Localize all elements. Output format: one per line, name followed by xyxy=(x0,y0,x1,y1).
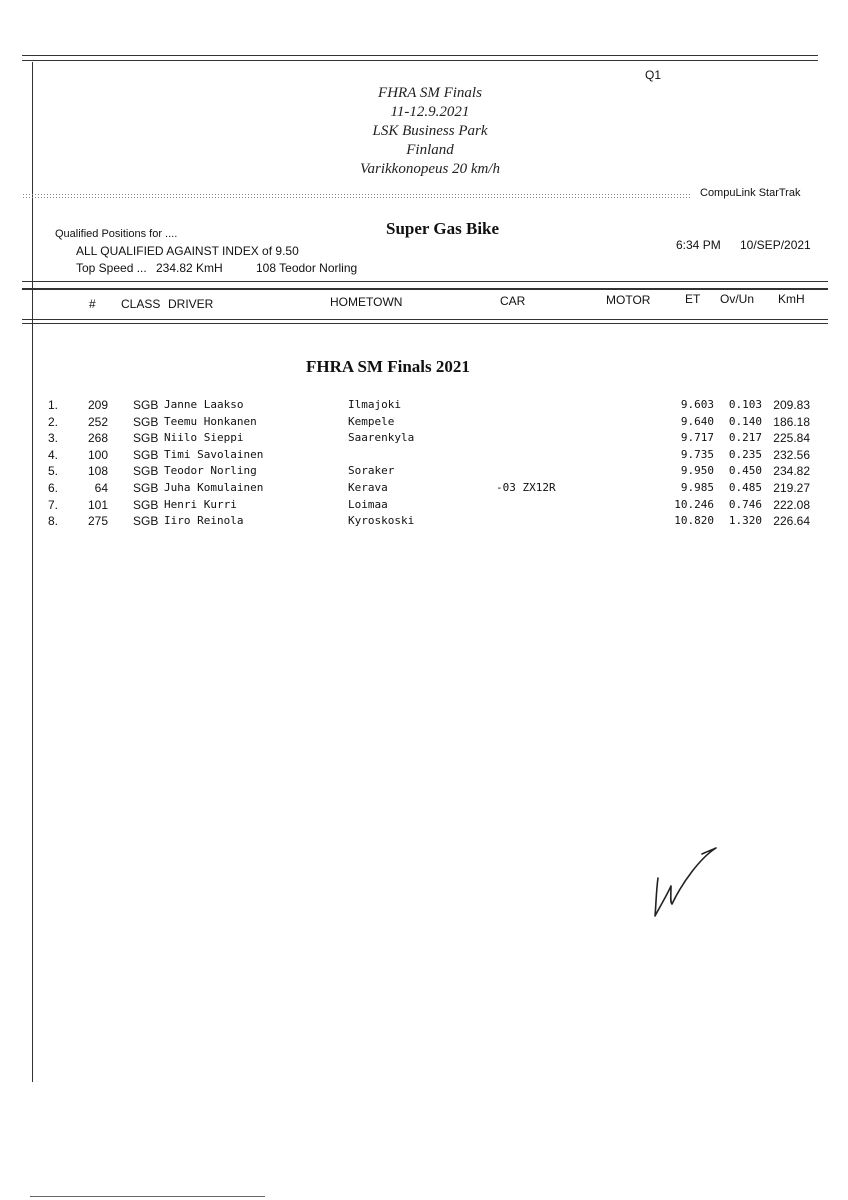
cell-kmh: 222.08 xyxy=(773,497,810,512)
cell-kmh: 226.64 xyxy=(773,514,810,529)
cell-kmh: 209.83 xyxy=(773,398,810,412)
cell-pos: 5. xyxy=(48,464,59,479)
top-speed-label: Top Speed ... xyxy=(76,261,147,275)
cell-num: 101 xyxy=(87,497,108,512)
cell-driver: Timi Savolainen xyxy=(164,447,264,461)
cell-hometown: Loimaa xyxy=(348,497,388,511)
cell-pos: 2. xyxy=(48,414,59,429)
qualified-for: Qualified Positions for .... xyxy=(55,228,178,240)
event-line-4: Finland xyxy=(406,142,454,158)
header-rule-bottom-2 xyxy=(22,323,828,324)
cell-et: 9.985 xyxy=(680,481,714,494)
cell-car: -03 ZX12R xyxy=(496,481,556,494)
cell-class: SGB xyxy=(133,398,159,412)
cell-num: 268 xyxy=(87,431,108,446)
cell-hometown: Saarenkyla xyxy=(348,431,415,445)
class-title: Super Gas Bike xyxy=(386,219,500,238)
left-border xyxy=(32,62,33,1082)
cell-kmh: 186.18 xyxy=(773,414,810,429)
cell-num: 252 xyxy=(87,414,108,429)
table-row xyxy=(0,398,848,415)
top-border-2 xyxy=(22,60,818,61)
cell-et: 9.735 xyxy=(680,447,714,461)
table-row xyxy=(0,481,848,498)
cell-driver: Juha Komulainen xyxy=(164,481,264,494)
table-row xyxy=(0,431,848,448)
cell-hometown: Kempele xyxy=(348,414,395,428)
cell-et: 9.640 xyxy=(680,414,714,428)
cell-pos: 8. xyxy=(48,514,59,529)
cell-driver: Henri Kurri xyxy=(164,497,237,511)
cell-ovun: 0.217 xyxy=(728,431,762,445)
index-line: ALL QUALIFIED AGAINST INDEX of 9.50 xyxy=(76,244,299,258)
cell-ovun: 1.320 xyxy=(728,514,762,528)
time: 6:34 PM xyxy=(676,238,721,252)
cell-class: SGB xyxy=(133,514,159,529)
cell-et: 9.717 xyxy=(680,431,714,445)
cell-ovun: 0.235 xyxy=(728,447,762,461)
cell-pos: 1. xyxy=(48,398,59,412)
col-ovun: Ov/Un xyxy=(720,292,755,306)
cell-num: 100 xyxy=(87,447,108,462)
cell-hometown: Soraker xyxy=(348,464,395,478)
col-driver: DRIVER xyxy=(168,297,214,311)
cell-class: SGB xyxy=(133,481,159,495)
cell-pos: 4. xyxy=(48,447,59,462)
cell-kmh: 219.27 xyxy=(773,481,810,495)
header-rule-top xyxy=(22,281,828,282)
cell-num: 209 xyxy=(87,398,108,412)
cell-et: 10.246 xyxy=(674,497,714,511)
q-label: Q1 xyxy=(645,68,662,82)
cell-ovun: 0.450 xyxy=(728,464,762,478)
header-rule-top-2 xyxy=(22,288,828,290)
cell-num: 275 xyxy=(87,514,108,529)
cell-driver: Niilo Sieppi xyxy=(164,431,244,445)
date: 10/SEP/2021 xyxy=(740,238,811,252)
cell-driver: Teodor Norling xyxy=(164,464,257,478)
cell-hometown: Kerava xyxy=(348,481,388,494)
system-label: CompuLink StarTrak xyxy=(700,187,801,199)
top-border xyxy=(22,55,818,56)
cell-hometown: Ilmajoki xyxy=(348,398,401,411)
cell-kmh: 225.84 xyxy=(773,431,810,446)
cell-class: SGB xyxy=(133,431,159,446)
cell-num: 64 xyxy=(94,481,108,495)
cell-class: SGB xyxy=(133,497,159,512)
cell-kmh: 234.82 xyxy=(773,464,810,479)
event-line-3: LSK Business Park xyxy=(372,123,488,139)
col-car: CAR xyxy=(500,294,526,308)
cell-kmh: 232.56 xyxy=(773,447,810,462)
cell-et: 10.820 xyxy=(674,514,714,528)
cell-et: 9.950 xyxy=(680,464,714,478)
bottom-border xyxy=(30,1196,265,1197)
col-motor: MOTOR xyxy=(606,293,651,307)
header-rule-bottom xyxy=(22,319,828,320)
event-heading xyxy=(330,84,530,179)
cell-class: SGB xyxy=(133,464,159,479)
col-et: ET xyxy=(685,292,701,306)
cell-driver: Iiro Reinola xyxy=(164,514,244,528)
cell-et: 9.603 xyxy=(680,398,714,411)
event-line-1: FHRA SM Finals xyxy=(378,85,482,101)
event-line-2: 11-12.9.2021 xyxy=(390,104,470,120)
cell-pos: 7. xyxy=(48,497,59,512)
table-row xyxy=(0,514,848,531)
cell-class: SGB xyxy=(133,447,159,462)
table-row xyxy=(0,415,848,432)
cell-pos: 6. xyxy=(48,481,59,495)
cell-ovun: 0.485 xyxy=(728,481,762,494)
table-row xyxy=(0,448,848,465)
cell-ovun: 0.103 xyxy=(728,398,762,411)
cell-pos: 3. xyxy=(48,431,59,446)
cell-num: 108 xyxy=(87,464,108,479)
col-kmh: KmH xyxy=(778,292,805,306)
table-row xyxy=(0,498,848,515)
cell-class: SGB xyxy=(133,414,159,429)
cell-ovun: 0.140 xyxy=(728,414,762,428)
top-speed-value: 234.82 KmH xyxy=(156,261,223,275)
signature xyxy=(640,838,730,928)
event-line-5: Varikkonopeus 20 km/h xyxy=(360,161,500,177)
col-hometown: HOMETOWN xyxy=(330,295,403,309)
col-num: # xyxy=(89,297,96,311)
dotted-band xyxy=(22,193,692,200)
table-row xyxy=(0,464,848,481)
top-speed-driver: 108 Teodor Norling xyxy=(256,261,358,275)
col-class: CLASS xyxy=(121,297,161,311)
cell-ovun: 0.746 xyxy=(728,497,762,511)
cell-driver: Teemu Honkanen xyxy=(164,414,257,428)
cell-driver: Janne Laakso xyxy=(164,398,244,411)
cell-hometown: Kyroskoski xyxy=(348,514,415,528)
section-title: FHRA SM Finals 2021 xyxy=(306,357,470,376)
